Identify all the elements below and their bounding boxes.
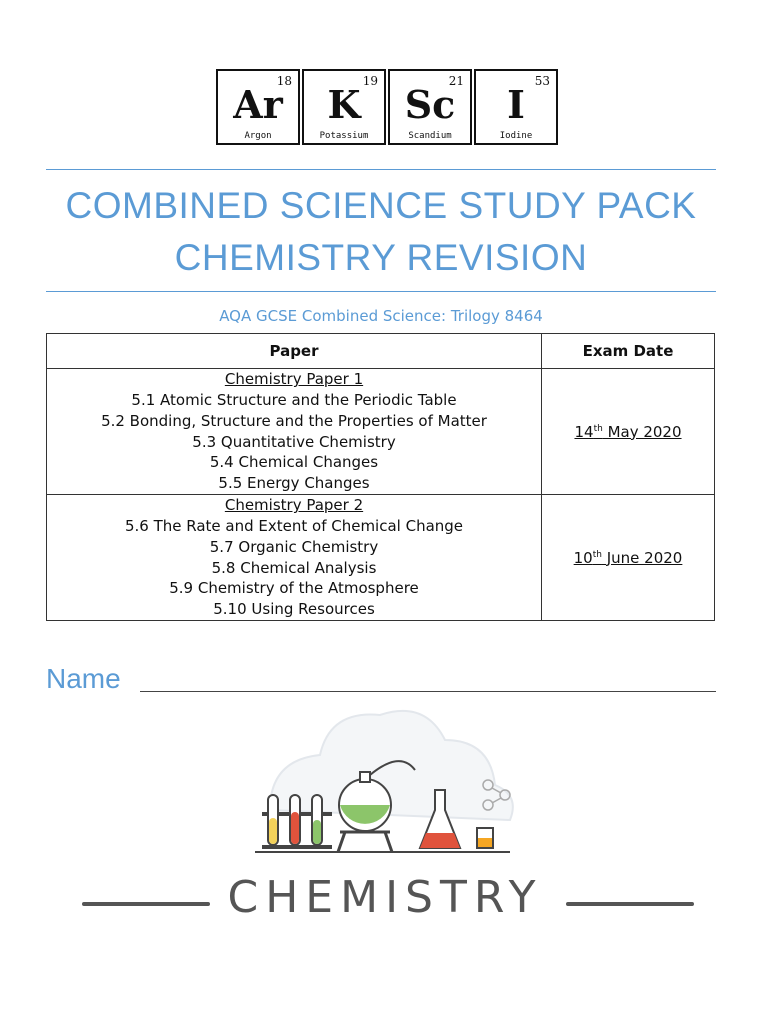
element-tile-iodine <box>474 69 558 145</box>
topic-item: 5.7 Organic Chemistry <box>209 537 379 556</box>
element-name: Iodine <box>499 131 533 141</box>
footer-chemistry-word: CHEMISTRY <box>227 872 543 923</box>
atomic-number: 18 <box>276 74 292 88</box>
topic-item: 5.8 Chemical Analysis <box>211 558 377 577</box>
date-column-header: Exam Date <box>542 334 715 369</box>
page-title-line-1: COMBINED SCIENCE STUDY PACK <box>65 185 697 226</box>
beaker-liquid <box>478 838 492 847</box>
erlenmeyer-liquid <box>420 833 460 848</box>
atomic-number: 53 <box>534 74 550 88</box>
chemistry-lab-illustration <box>230 700 530 860</box>
topic-item: 5.1 Atomic Structure and the Periodic Table <box>131 390 457 409</box>
table-row <box>47 369 715 495</box>
paper-column-header: Paper <box>47 334 542 369</box>
paper-cell <box>47 369 542 495</box>
page-title-line-2: CHEMISTRY REVISION <box>174 237 588 278</box>
tube-liquid-yellow <box>269 818 277 844</box>
element-tile-argon <box>216 69 300 145</box>
date-month-year: June 2020 <box>601 548 683 567</box>
exam-table <box>46 333 715 621</box>
name-label: Name <box>46 663 121 694</box>
exam-date-cell <box>542 369 715 495</box>
specification-subtitle: AQA GCSE Combined Science: Trilogy 8464 <box>219 307 543 325</box>
topic-item: 5.10 Using Resources <box>213 600 375 619</box>
exam-date-cell <box>542 495 715 621</box>
table-header-row <box>47 334 715 369</box>
paper-heading: Chemistry Paper 2 <box>224 496 364 515</box>
topic-item: 5.2 Bonding, Structure and the Properties of Matter <box>101 411 487 430</box>
tube-liquid-green <box>313 820 321 844</box>
atomic-number: 21 <box>448 74 464 88</box>
date-month-year: May 2020 <box>602 422 682 441</box>
date-day: 14 <box>574 422 594 441</box>
stand-leg-right <box>385 832 392 852</box>
element-symbol: Ar <box>233 82 283 127</box>
flask-neck <box>360 772 370 782</box>
paper-heading: Chemistry Paper 1 <box>224 370 364 389</box>
element-name: Scandium <box>408 131 452 141</box>
element-symbol: I <box>507 82 525 127</box>
footer-bar-right <box>566 902 694 906</box>
name-input-line[interactable] <box>140 691 716 692</box>
table-row <box>47 495 715 621</box>
element-name: Potassium <box>319 131 369 141</box>
topic-item: 5.3 Quantitative Chemistry <box>192 432 396 451</box>
divider-top <box>46 169 716 170</box>
topic-item: 5.4 Chemical Changes <box>209 453 379 472</box>
tube-liquid-red <box>291 812 299 844</box>
element-symbol: K <box>327 82 361 127</box>
divider-bottom <box>46 291 716 292</box>
element-symbol: Sc <box>404 82 456 127</box>
element-tile-scandium <box>388 69 472 145</box>
topic-item: 5.6 The Rate and Extent of Chemical Change <box>124 516 464 535</box>
paper-cell <box>47 495 542 621</box>
stand-leg-left <box>338 832 345 852</box>
element-name: Argon <box>244 131 272 141</box>
date-day: 10 <box>573 548 593 567</box>
date-suffix: th <box>592 549 602 560</box>
topic-item: 5.9 Chemistry of the Atmosphere <box>169 579 419 598</box>
exam-date <box>574 549 683 567</box>
exam-date <box>574 423 681 441</box>
element-tile-potassium <box>302 69 386 145</box>
element-logo <box>216 69 560 145</box>
topic-item: 5.5 Energy Changes <box>218 474 370 493</box>
atomic-number: 19 <box>362 74 378 88</box>
date-suffix: th <box>593 423 603 434</box>
